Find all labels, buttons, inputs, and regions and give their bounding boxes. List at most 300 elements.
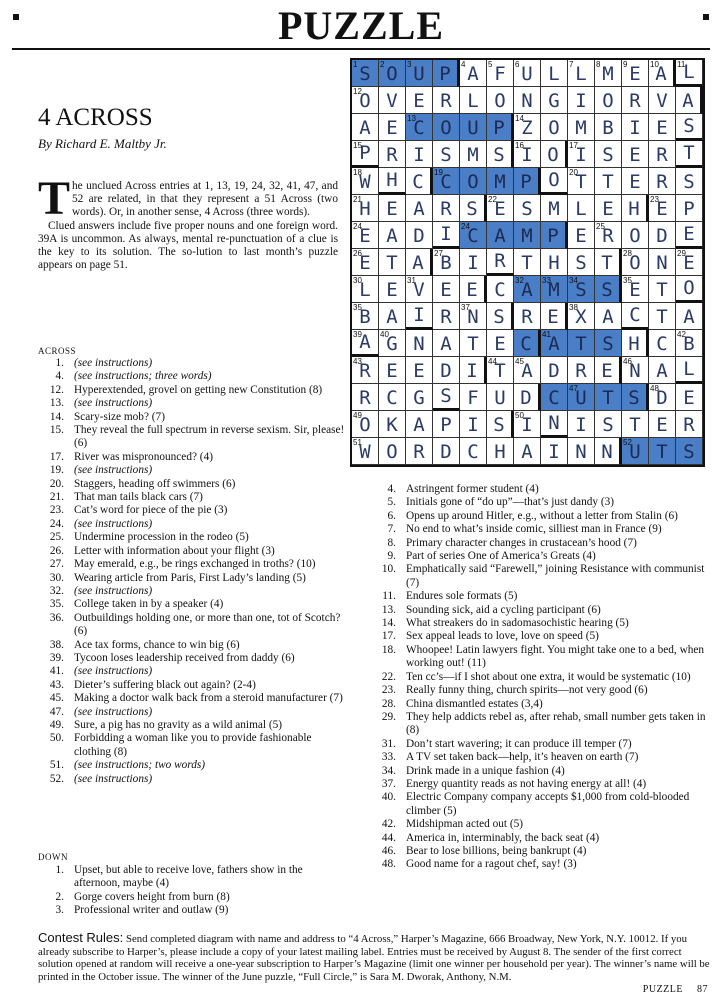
clue-number: 4.: [387, 483, 396, 495]
grid-cell: [487, 411, 514, 438]
grid-cell: [595, 222, 622, 249]
grid-letter: I: [467, 252, 479, 274]
grid-letter: I: [575, 90, 587, 112]
clue-item: [38, 864, 348, 891]
grid-letter: T: [656, 306, 668, 328]
grid-clue-number: 22: [488, 195, 497, 204]
intro-paragraph-2: Clued answers include five proper nouns and one foreign word. 39A is uncommon. As always, mental re-punctuation of a clue is the key to its solution. The so-lution to last month’s puzzle appears on page 51.: [38, 219, 338, 272]
grid-cell: [676, 249, 703, 276]
clue-text: What streakers do in sadomasochistic hearing (5): [406, 617, 629, 630]
grid-letter: S: [359, 63, 371, 85]
grid-letter: E: [413, 360, 425, 382]
grid-letter: E: [683, 223, 695, 245]
grid-letter: C: [656, 333, 668, 355]
grid-letter: A: [683, 306, 695, 328]
grid-letter: L: [683, 358, 695, 380]
clue-number: 11.: [382, 590, 396, 603]
grid-letter: R: [359, 387, 371, 409]
grid-clue-number: 16: [515, 141, 524, 150]
grid-letter: D: [440, 441, 452, 463]
grid-cell: [460, 438, 487, 465]
grid-cell: [676, 87, 703, 114]
clue-number: 38.: [49, 638, 64, 651]
grid-letter: R: [521, 306, 533, 328]
header-rule: [12, 48, 710, 50]
grid-cell: [514, 195, 541, 222]
clue-number: 30.: [49, 571, 64, 584]
clue-item: [38, 891, 348, 904]
clue-number: 33.: [381, 751, 396, 764]
grid-letter: I: [440, 223, 452, 245]
grid-letter: H: [386, 169, 398, 191]
crossword-grid: [350, 58, 705, 467]
clue-number: 3.: [55, 904, 64, 917]
clue-text: Drink made in a unique fashion (4): [406, 764, 565, 777]
clue-text: Sure, a pig has no gravity as a wild animal (5): [74, 718, 282, 731]
clue-item: [370, 550, 710, 563]
grid-cell: [514, 438, 541, 465]
grid-cell: [379, 195, 406, 222]
grid-cell: [460, 249, 487, 276]
grid-cell: [406, 222, 433, 249]
grid-cell: [514, 276, 541, 303]
intro-paragraph-1: he unclued Across entries at 1, 13, 19, 24, 32, 41, 47, and 52 are related, in that they represent a 51 Across (two words). Or, in another sense, 4 Across (three words).: [72, 180, 338, 219]
down-clue-list-left: [38, 864, 348, 918]
grid-cell: [406, 168, 433, 195]
clue-number: 25.: [49, 531, 64, 544]
grid-letter: A: [521, 441, 533, 463]
clue-item: [38, 652, 348, 665]
across-heading: ACROSS: [38, 346, 77, 356]
grid-letter: C: [467, 225, 479, 247]
grid-clue-number: 23: [650, 195, 659, 204]
clue-text: College taken in by a speaker (4): [74, 598, 224, 611]
clue-text: Don’t start wavering; it can produce ill temper (7): [406, 737, 632, 750]
grid-cell: [568, 303, 595, 330]
grid-cell: [676, 60, 703, 87]
grid-cell: [460, 114, 487, 141]
grid-letter: C: [548, 387, 560, 409]
grid-cell: [541, 411, 568, 438]
clue-number: 46.: [381, 844, 396, 857]
grid-cell: [406, 384, 433, 411]
clue-number: 17.: [49, 450, 64, 463]
grid-cell: [622, 168, 649, 195]
grid-cell: [406, 303, 433, 330]
clue-text: Forbidding a woman like you to provide fashionable clothing (8): [74, 732, 312, 758]
grid-letter: U: [521, 63, 533, 85]
grid-cell: [352, 438, 379, 465]
clue-text: Letter with information about your flight (3): [74, 544, 275, 557]
grid-clue-number: 6: [515, 60, 520, 69]
clue-item: [38, 679, 348, 692]
grid-letter: L: [683, 61, 695, 83]
grid-clue-number: 45: [515, 357, 524, 366]
grid-letter: U: [467, 117, 479, 139]
clue-number: 37.: [381, 777, 396, 790]
grid-letter: M: [602, 63, 614, 85]
clue-text: Whoopee! Latin lawyers fight. You might take one to a bed, when working out! (11): [406, 643, 705, 670]
grid-letter: L: [548, 63, 560, 85]
grid-letter: E: [386, 360, 398, 382]
clue-number: 13.: [49, 397, 64, 410]
clue-number: 2.: [55, 890, 64, 903]
grid-cell: [406, 357, 433, 384]
grid-cell: [595, 276, 622, 303]
clue-text: Professional writer and outlaw (9): [74, 904, 229, 917]
grid-clue-number: 3: [407, 60, 412, 69]
clue-text: They help addicts rebel as, after rehab, small number gets taken in (8): [406, 710, 706, 737]
grid-letter: A: [359, 331, 371, 353]
grid-letter: E: [629, 279, 641, 301]
grid-cell: [352, 195, 379, 222]
page-header-title: PUZZLE: [277, 3, 445, 48]
grid-cell: [379, 384, 406, 411]
grid-cell: [622, 330, 649, 357]
grid-cell: [622, 222, 649, 249]
grid-cell: [649, 384, 676, 411]
grid-letter: O: [467, 171, 479, 193]
clue-item: [38, 478, 348, 491]
grid-letter: E: [413, 90, 425, 112]
grid-cell: [379, 60, 406, 87]
grid-cell: [568, 357, 595, 384]
clue-text: Undermine procession in the rodeo (5): [74, 531, 249, 544]
grid-cell: [379, 168, 406, 195]
grid-cell: [460, 60, 487, 87]
clue-item: [38, 424, 348, 451]
grid-clue-number: 33: [542, 276, 551, 285]
grid-letter: E: [629, 171, 641, 193]
clue-item: [38, 558, 348, 571]
grid-clue-number: 27: [434, 249, 443, 258]
grid-cell: [595, 141, 622, 168]
grid-letter: I: [575, 144, 587, 166]
grid-letter: H: [628, 333, 640, 355]
grid-letter: I: [629, 117, 641, 139]
clue-number: 14.: [381, 617, 396, 630]
clue-text: (see instructions): [74, 357, 153, 369]
grid-clue-number: 49: [353, 411, 362, 420]
clue-number: 24.: [49, 517, 64, 530]
clue-number: 7.: [387, 523, 396, 536]
grid-letter: M: [494, 171, 506, 193]
grid-cell: [649, 438, 676, 465]
grid-letter: I: [575, 414, 587, 436]
grid-cell: [595, 114, 622, 141]
grid-letter: Z: [521, 117, 533, 139]
grid-cell: [514, 87, 541, 114]
grid-cell: [487, 141, 514, 168]
grid-letter: S: [440, 385, 452, 407]
clue-number: 5.: [387, 496, 396, 509]
grid-cell: [352, 384, 379, 411]
grid-cell: [568, 276, 595, 303]
clue-number: 1.: [55, 864, 64, 876]
grid-letter: E: [386, 279, 398, 301]
grid-cell: [568, 438, 595, 465]
clue-item: [38, 464, 348, 477]
grid-letter: F: [467, 387, 479, 409]
clue-item: [38, 706, 348, 719]
grid-letter: R: [440, 306, 452, 328]
grid-clue-number: 4: [461, 60, 466, 69]
clue-text: A TV set taken back—help, it’s heaven on earth (7): [406, 751, 639, 764]
clue-item: [370, 778, 710, 791]
grid-letter: S: [683, 441, 695, 463]
clue-number: 21.: [49, 491, 64, 504]
grid-cell: [514, 330, 541, 357]
grid-cell: [622, 357, 649, 384]
grid-letter: N: [601, 441, 613, 463]
clue-item: [370, 858, 710, 871]
puzzle-title: 4 ACROSS: [38, 104, 153, 131]
grid-letter: T: [602, 387, 614, 409]
grid-letter: E: [386, 198, 398, 220]
grid-letter: C: [467, 441, 479, 463]
grid-letter: R: [602, 225, 614, 247]
clue-number: 51.: [49, 759, 64, 772]
grid-cell: [406, 276, 433, 303]
grid-letter: E: [547, 306, 559, 328]
clue-number: 29.: [381, 710, 396, 723]
grid-cell: [487, 330, 514, 357]
clue-text: America in, interminably, the back seat (4): [406, 831, 600, 844]
clue-item: [38, 545, 348, 558]
clue-text: Gorge covers height from burn (8): [74, 890, 230, 903]
grid-cell: [649, 114, 676, 141]
grid-cell: [622, 141, 649, 168]
clue-number: 23.: [49, 504, 64, 517]
grid-letter: C: [440, 171, 452, 193]
clue-text: (see instructions): [74, 772, 153, 785]
grid-clue-number: 10: [650, 60, 659, 69]
grid-cell: [622, 384, 649, 411]
grid-cell: [460, 141, 487, 168]
clue-item: [38, 451, 348, 464]
clue-item: [370, 791, 710, 818]
grid-letter: D: [440, 360, 452, 382]
grid-letter: V: [656, 90, 668, 112]
grid-clue-number: 43: [353, 357, 362, 366]
grid-clue-number: 15: [353, 141, 362, 150]
grid-letter: S: [683, 171, 695, 193]
grid-letter: H: [548, 252, 560, 274]
grid-cell: [487, 87, 514, 114]
grid-cell: [541, 195, 568, 222]
clue-text: Part of series One of America’s Greats (4): [406, 550, 596, 563]
grid-cell: [676, 303, 703, 330]
grid-clue-number: 21: [353, 195, 362, 204]
clue-text: Energy quantity reads as not having energy at all! (4): [406, 777, 647, 790]
grid-cell: [541, 384, 568, 411]
grid-cell: [622, 60, 649, 87]
grid-letter: R: [359, 360, 371, 382]
clue-text: Outbuildings holding one, or more than one, tot of Scotch? (6): [74, 611, 341, 638]
grid-cell: [541, 87, 568, 114]
grid-cell: [379, 330, 406, 357]
grid-clue-number: 40: [380, 330, 389, 339]
grid-cell: [352, 276, 379, 303]
clue-text: Ten cc’s—if I shot about one extra, it would be systematic (10): [406, 670, 691, 683]
grid-cell: [649, 330, 676, 357]
grid-cell: [460, 168, 487, 195]
clue-number: 17.: [381, 630, 396, 643]
clue-text: (see instructions; two words): [74, 759, 206, 772]
grid-cell: [649, 276, 676, 303]
grid-clue-number: 26: [353, 249, 362, 258]
grid-cell: [568, 60, 595, 87]
clue-text: (see instructions): [74, 464, 153, 477]
grid-letter: R: [440, 198, 452, 220]
grid-letter: A: [655, 63, 667, 85]
grid-cell: [352, 114, 379, 141]
grid-letter: N: [548, 412, 560, 434]
grid-cell: [352, 357, 379, 384]
grid-cell: [433, 438, 460, 465]
grid-clue-number: 38: [569, 303, 578, 312]
clue-number: 36.: [49, 611, 64, 624]
grid-cell: [514, 141, 541, 168]
grid-cell: [568, 222, 595, 249]
grid-cell: [406, 438, 433, 465]
grid-cell: [595, 438, 622, 465]
grid-cell: [433, 114, 460, 141]
grid-cell: [541, 141, 568, 168]
clue-item: [38, 612, 348, 639]
grid-cell: [433, 276, 460, 303]
grid-clue-number: 28: [623, 249, 632, 258]
grid-cell: [541, 303, 568, 330]
grid-cell: [379, 438, 406, 465]
clue-number: 50.: [49, 732, 64, 745]
grid-clue-number: 14: [515, 114, 524, 123]
grid-cell: [676, 114, 703, 141]
clue-item: [38, 504, 348, 517]
clue-item: [370, 644, 710, 671]
grid-cell: [595, 168, 622, 195]
clue-item: [370, 563, 710, 590]
grid-clue-number: 2: [380, 60, 385, 69]
grid-cell: [676, 222, 703, 249]
grid-letter: M: [575, 117, 587, 139]
clue-item: [370, 510, 710, 523]
grid-cell: [406, 141, 433, 168]
grid-letter: A: [548, 333, 560, 355]
grid-cell: [649, 141, 676, 168]
grid-cell: [514, 249, 541, 276]
grid-clue-number: 19: [434, 168, 443, 177]
clue-text: Hyperextended, grovel on getting new Constitution (8): [74, 383, 323, 396]
grid-cell: [379, 87, 406, 114]
grid-letter: L: [575, 198, 587, 220]
grid-cell: [649, 411, 676, 438]
grid-cell: [487, 276, 514, 303]
grid-cell: [460, 303, 487, 330]
grid-letter: M: [548, 279, 560, 301]
grid-letter: N: [629, 360, 641, 382]
grid-letter: R: [656, 171, 668, 193]
clue-text: (see instructions): [74, 665, 153, 678]
clue-item: [38, 719, 348, 732]
grid-letter: E: [494, 333, 506, 355]
grid-cell: [649, 303, 676, 330]
grid-letter: A: [412, 252, 424, 274]
grid-letter: U: [413, 63, 425, 85]
grid-cell: [352, 249, 379, 276]
grid-letter: N: [575, 441, 587, 463]
grid-letter: K: [386, 414, 398, 436]
grid-cell: [676, 438, 703, 465]
grid-clue-number: 20: [569, 168, 578, 177]
grid-clue-number: 30: [353, 276, 362, 285]
grid-letter: O: [629, 252, 641, 274]
clue-item: [38, 397, 348, 410]
grid-letter: S: [466, 198, 478, 220]
grid-cell: [433, 87, 460, 114]
clue-item: [370, 832, 710, 845]
grid-letter: T: [467, 333, 479, 355]
grid-letter: A: [521, 279, 533, 301]
grid-letter: E: [466, 279, 478, 301]
clue-item: [370, 711, 710, 738]
clue-item: [38, 732, 348, 759]
grid-letter: O: [548, 169, 560, 191]
grid-cell: [676, 411, 703, 438]
grid-clue-number: 1: [353, 60, 358, 69]
clue-item: [38, 572, 348, 585]
clue-item: [370, 523, 710, 536]
grid-letter: C: [412, 171, 424, 193]
clue-number: 27.: [49, 558, 64, 571]
grid-letter: T: [656, 441, 668, 463]
grid-letter: R: [656, 144, 668, 166]
grid-letter: U: [575, 387, 587, 409]
grid-letter: E: [656, 414, 668, 436]
grid-cell: [595, 384, 622, 411]
grid-cell: [352, 303, 379, 330]
grid-letter: A: [386, 225, 398, 247]
grid-clue-number: 35: [623, 276, 632, 285]
folio-page-number: 87: [697, 984, 708, 995]
clue-item: [370, 818, 710, 831]
grid-cell: [514, 168, 541, 195]
grid-letter: E: [386, 117, 398, 139]
grid-cell: [541, 168, 568, 195]
down-heading: DOWN: [38, 852, 68, 862]
grid-letter: W: [359, 441, 371, 463]
grid-letter: O: [683, 277, 695, 299]
grid-clue-number: 51: [353, 438, 362, 447]
grid-cell: [568, 141, 595, 168]
grid-letter: R: [575, 360, 587, 382]
grid-letter: R: [683, 414, 695, 436]
clue-number: 44.: [381, 831, 396, 844]
grid-cell: [433, 357, 460, 384]
clue-text: (see instructions): [74, 705, 153, 718]
grid-letter: E: [601, 360, 613, 382]
grid-letter: I: [413, 304, 425, 326]
grid-cell: [487, 249, 514, 276]
contest-rules: [38, 932, 710, 983]
clue-number: 47.: [49, 705, 64, 718]
grid-cell: [406, 195, 433, 222]
grid-letter: R: [629, 90, 641, 112]
grid-clue-number: 11: [677, 60, 686, 69]
grid-letter: R: [494, 250, 506, 272]
grid-clue-number: 41: [542, 330, 551, 339]
clue-item: [370, 765, 710, 778]
